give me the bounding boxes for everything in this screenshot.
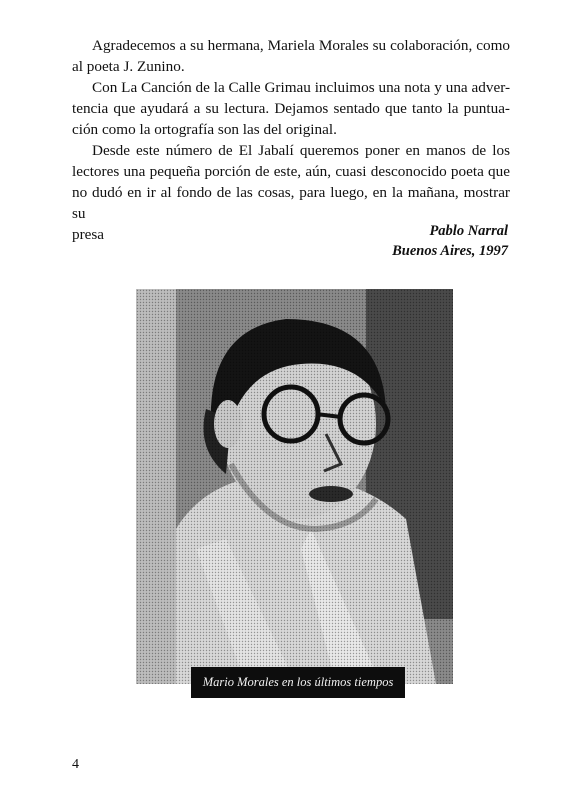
text-line: tencia que ayudará a su lectura. Dejamos sentado que tanto la puntua- bbox=[72, 100, 510, 117]
text-line: lectores una pequeña porción de este, aún, cuasi desconocido poeta que bbox=[72, 163, 510, 180]
text-line: no dudó en ir al fondo de las cosas, para luego, en la mañana, mostrar su bbox=[72, 184, 510, 222]
text-line: ción como la ortografía son las del original. bbox=[72, 121, 337, 138]
portrait-photo bbox=[136, 289, 453, 684]
signature-author: Pablo Narral bbox=[429, 223, 508, 239]
portrait-image bbox=[136, 289, 453, 684]
text-line: Agradecemos a su hermana, Mariela Morales su colaboración, como bbox=[92, 37, 510, 54]
text-line: Con La Canción de la Calle Grimau incluimos una nota y una adver- bbox=[92, 79, 510, 96]
text-line: Desde este número de El Jabalí queremos poner en manos de los bbox=[92, 142, 510, 159]
paragraph-2 bbox=[72, 77, 510, 140]
signature-place-date: Buenos Aires, 1997 bbox=[392, 243, 508, 259]
photo-caption bbox=[191, 667, 405, 698]
text-line: presa bbox=[72, 226, 105, 243]
page-number: 4 bbox=[72, 757, 79, 772]
paragraph-1 bbox=[72, 35, 510, 77]
text-line: al poeta J. Zunino. bbox=[72, 58, 185, 75]
photo-caption-text: Mario Morales en los últimos tiempos bbox=[202, 675, 394, 689]
